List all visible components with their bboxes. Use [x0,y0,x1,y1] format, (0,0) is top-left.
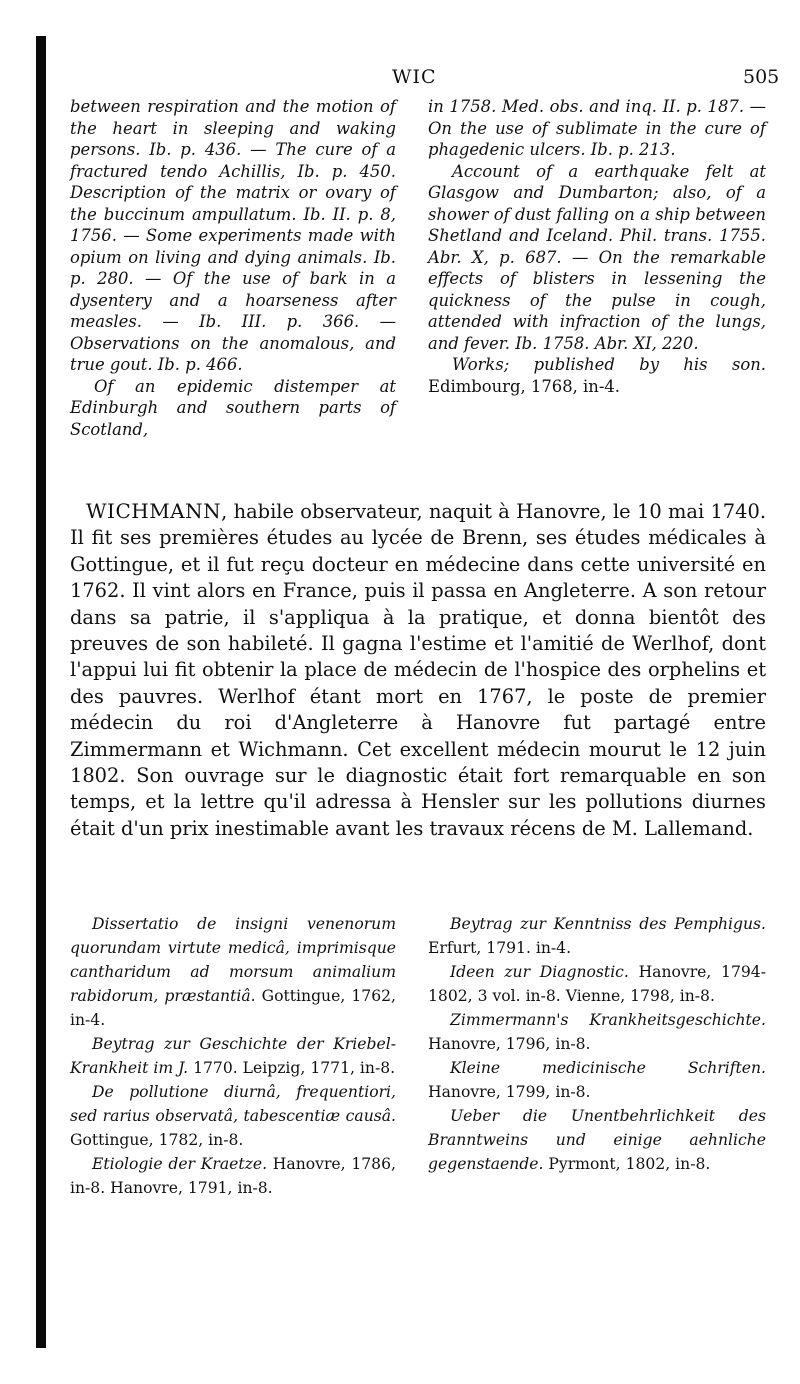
work-entry [70,1152,396,1200]
work-imprint: Hanovre, 1794-1802, 3 vol. in-8. Vienne, 1798, in-8. [428,963,766,1005]
entry-surname: WICHMANN [86,499,222,523]
work-imprint: Hanovre, 1799, in-8. [428,1083,591,1101]
reference-paragraph: Of an epidemic distemper at Edinburgh and southern parts of Scotland, [70,376,396,439]
biography-text: , habile observateur, naquit à Hanovre, le 10 mai 1740. Il fit ses premières études au lycée de Brenn, ses études médicales à Gottingue, et il fut reçu docteur en médecine dans cette université en 1762. Il vint alors en France, puis il passa en Angleterre. A son retour dans sa patrie, il s'appliqua à la pratique, et donna bientôt des preuves de son habileté. Il gagna l'estime et l'amitié de Werlhof, dont l'appui lui fit obtenir la place de médecin de l'hospice des orphelins et des pauvres. Werlhof étant mort en 1767, le poste de premier médecin du roi d'Angleterre à Hanovre fut partagé entre Zimmermann et Wichmann. Cet excellent médecin mourut le 12 juin 1802. Son ouvrage sur le diagnostic était fort remarquable en son temps, et la lettre qu'il adressa à Hensler sur les pollutions diurnes était d'un prix inestimable avant les travaux récens de M. Lallemand. [70,500,766,840]
work-imprint: Gottingue, 1762, in-4. [70,987,396,1029]
work-entry [428,1008,766,1056]
work-entry [428,960,766,1008]
work-imprint: 1770. Leipzig, 1771, in-8. [188,1059,396,1077]
work-entry [428,1104,766,1176]
work-title: Ideen zur Diagnostic. [450,963,629,981]
reference-paragraph: Account of a earthquake felt at Glasgow and Dumbarton; also, of a shower of dust falling on a ship between Shetland and Iceland. Phil. trans. 1755. Abr. X, p. 687. — On the remarkable effects of blisters in lessening the quickness of the pulse in cough, attended with infraction of the lungs, and fever. Ib. 1758. Abr. XI, 220. [428,161,766,353]
works-column-left [70,912,396,1200]
work-title: Ueber die Unentbehrlichkeit des Branntweins und einige aehnliche gegenstaende. [428,1107,766,1173]
reference-paragraph: between respiration and the motion of the heart in sleeping and waking persons. Ib. p. 436. — The cure of a fractured tendo Achillis, Ib. p. 450. Description of the matrix or ovary of the buccinum ampullatum. Ib. II. p. 8, 1756. — Some experiments made with opium on living and dying animals. Ib. p. 280. — Of the use of bark in a dysentery and a hoarseness after measles. — Ib. III. p. 366. — Observations on the anomalous, and true gout. Ib. p. 466. [70,97,396,374]
biography-entry [70,498,766,842]
works-note: Works; published by his son. [452,355,766,374]
reference-paragraph [428,354,766,397]
work-title: Beytrag zur Kenntniss des Pemphigus. [450,915,766,933]
work-title: Zimmermann's Krankheitsgeschichte. [450,1011,766,1029]
work-imprint: Hanovre, 1796, in-8. [428,1035,591,1053]
page-header [0,66,800,92]
work-title: Etiologie der Kraetze. [92,1155,268,1173]
work-entry [70,1080,396,1152]
works-imprint: Edimbourg, 1768, in-4. [428,376,621,396]
work-imprint: Hanovre, 1786, in-8. Hanovre, 1791, in-8. [70,1155,396,1197]
reference-paragraph: in 1758. Med. obs. and inq. II. p. 187. — On the use of sublimate in the cure of phagedenic ulcers. Ib. p. 213. [428,97,766,159]
running-head: WIC [392,66,437,88]
work-imprint: Gottingue, 1782, in-8. [70,1131,244,1149]
work-entry [428,1056,766,1104]
biography-paragraph [70,498,766,842]
page-number: 505 [743,66,780,88]
works-column-right [428,912,766,1176]
work-imprint: Pyrmont, 1802, in-8. [543,1155,711,1173]
work-title: Dissertatio de insigni venenorum quorundam virtute medicâ, imprimisque cantharidum ad morsum animalium rabidorum, præstantiâ. [70,915,396,1005]
references-column-left [70,96,396,440]
work-title: Kleine medicinische Schriften. [450,1059,766,1077]
references-column-right [428,96,766,397]
work-imprint: Erfurt, 1791. in-4. [428,939,572,957]
work-entry [70,1032,396,1080]
page-binding-edge [36,36,46,1348]
work-title: De pollutione diurnâ, frequentiori, sed rarius observatâ, tabescentiæ causâ. [70,1083,396,1125]
work-entry [70,912,396,1032]
work-title: Beytrag zur Geschichte der Kriebel-Krankheit im J. [70,1035,396,1077]
work-entry [428,912,766,960]
